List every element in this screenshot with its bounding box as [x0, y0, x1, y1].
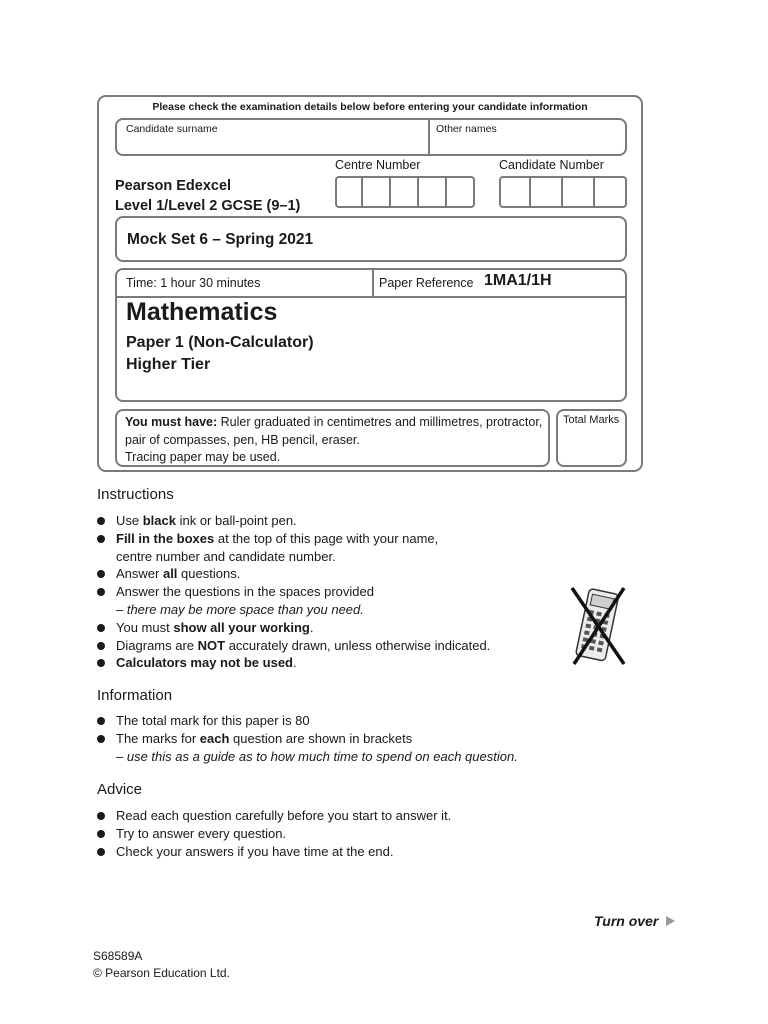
centre-number-cell[interactable] — [391, 176, 419, 208]
equipment-box — [115, 409, 550, 467]
candidate-number-boxes[interactable] — [499, 176, 627, 208]
candidate-number-cell[interactable] — [499, 176, 531, 208]
qualification-level: Level 1/Level 2 GCSE (9–1) — [115, 198, 301, 214]
candidate-number-cell[interactable] — [531, 176, 563, 208]
centre-number-boxes[interactable] — [335, 176, 475, 208]
copyright: © Pearson Education Ltd. — [93, 966, 230, 980]
divider — [428, 120, 430, 154]
bullet-icon — [97, 735, 105, 743]
advice-list — [97, 807, 557, 860]
turn-over — [594, 913, 675, 929]
bullet-icon — [97, 659, 105, 667]
equipment-text — [125, 414, 545, 467]
centre-number-cell[interactable] — [447, 176, 475, 208]
candidate-number-cell[interactable] — [563, 176, 595, 208]
board-name: Pearson Edexcel — [115, 178, 232, 194]
list-item: Calculators may not be used. — [97, 654, 527, 672]
turn-over-label: Turn over — [594, 913, 659, 929]
list-item: Diagrams are NOT accurately drawn, unless otherwise indicated. — [97, 637, 527, 655]
bullet-icon — [97, 517, 105, 525]
total-marks-box — [556, 409, 627, 467]
centre-number-cell[interactable] — [363, 176, 391, 208]
list-item: Check your answers if you have time at the end. — [97, 843, 557, 861]
bullet-icon — [97, 717, 105, 725]
header-note: Please check the examination details below before entering your candidate information — [152, 101, 588, 113]
subject-box — [115, 268, 627, 402]
bullet-icon — [97, 535, 105, 543]
exam-series: Mock Set 6 – Spring 2021 — [127, 231, 314, 248]
list-item: The total mark for this paper is 80 — [97, 712, 557, 730]
total-marks-label: Total Marks — [563, 414, 620, 426]
exam-series-box — [115, 216, 627, 262]
paper-reference-code: 1MA1/1H — [484, 272, 552, 289]
candidate-number-label: Candidate Number — [499, 158, 604, 172]
paper-code: S68589A — [93, 949, 143, 963]
exam-time: Time: 1 hour 30 minutes — [126, 276, 261, 290]
bullet-icon — [97, 812, 105, 820]
advice-heading: Advice — [97, 781, 143, 798]
list-item: Try to answer every question. — [97, 825, 557, 843]
bullet-icon — [97, 624, 105, 632]
candidate-surname-field[interactable]: Candidate surname — [126, 123, 218, 135]
bullet-icon — [97, 830, 105, 838]
subject-title: Mathematics — [126, 298, 278, 326]
instructions-list — [97, 512, 527, 672]
information-heading: Information — [97, 687, 173, 704]
candidate-number-cell[interactable] — [595, 176, 627, 208]
paper-reference-label: Paper Reference — [379, 276, 474, 290]
list-item: Use black ink or ball-point pen. — [97, 512, 527, 530]
list-item: Fill in the boxes at the top of this page with your name, centre number and candidate number. — [97, 530, 527, 566]
divider — [372, 270, 374, 297]
centre-number-cell[interactable] — [335, 176, 363, 208]
bullet-icon — [97, 588, 105, 596]
crossed-out-calculator-icon — [566, 585, 630, 667]
bullet-icon — [97, 642, 105, 650]
centre-number-cell[interactable] — [419, 176, 447, 208]
footer — [93, 948, 230, 982]
equipment-list: Ruler graduated in centimetres and millimetres, protractor, pair of compasses, pen, HB pencil, eraser. — [125, 415, 543, 447]
equipment-label: You must have: — [125, 415, 218, 429]
list-item: Read each question carefully before you start to answer it. — [97, 807, 557, 825]
exam-board — [115, 176, 300, 216]
list-item: Answer the questions in the spaces provided – there may be more space than you need. — [97, 583, 527, 619]
triangle-right-icon — [665, 916, 675, 926]
centre-number-label: Centre Number — [335, 158, 421, 172]
list-item: The marks for each question are shown in brackets – use this as a guide as to how much time to spend on each question. — [97, 730, 557, 766]
bullet-icon — [97, 848, 105, 856]
tracing-paper-note: Tracing paper may be used. — [125, 450, 281, 464]
list-item: You must show all your working. — [97, 619, 527, 637]
bullet-icon — [97, 570, 105, 578]
instructions-heading: Instructions — [97, 486, 174, 503]
list-item: Answer all questions. — [97, 565, 527, 583]
information-list — [97, 712, 557, 765]
candidate-name-row — [115, 118, 627, 156]
tier: Higher Tier — [126, 356, 211, 373]
other-names-field[interactable]: Other names — [436, 123, 497, 135]
paper-title: Paper 1 (Non-Calculator) — [126, 334, 314, 351]
